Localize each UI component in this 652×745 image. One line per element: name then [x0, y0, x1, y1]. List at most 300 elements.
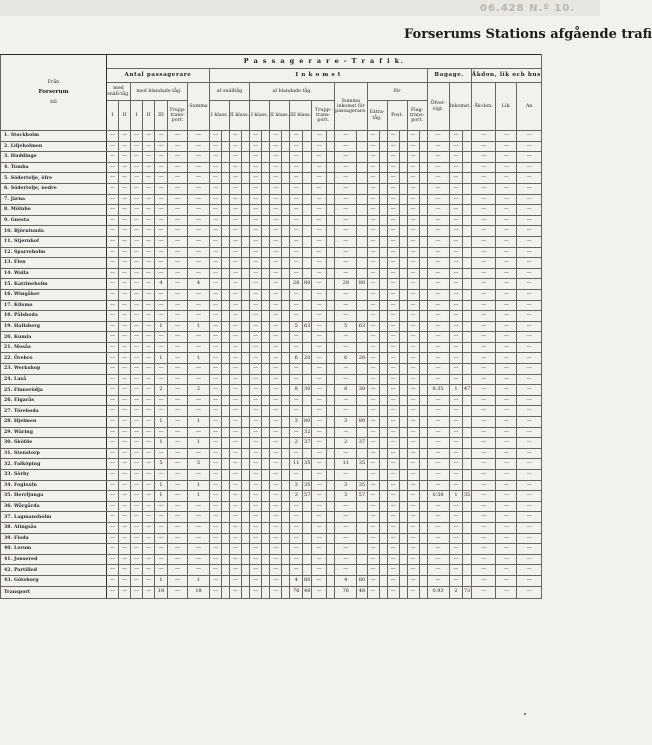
table-cell: — [107, 215, 119, 226]
table-cell: — [250, 226, 262, 237]
table-cell: — [270, 215, 282, 226]
table-cell: — [143, 480, 155, 491]
table-cell [399, 533, 407, 544]
bagage-kr: — [449, 448, 463, 459]
table-cell: — [517, 512, 542, 523]
table-cell [327, 152, 335, 163]
table-cell [399, 162, 407, 173]
table-cell: — [250, 448, 262, 459]
bagage-ore [463, 438, 471, 449]
bagage-centner: — [427, 417, 449, 428]
bagage-kr: — [449, 236, 463, 247]
income-sum-kr: 6 [335, 353, 357, 364]
income-third-kr: — [290, 364, 303, 375]
table-cell [242, 353, 250, 364]
col-inc-trupp: Trupp-trans-port. [312, 101, 335, 131]
table-cell: — [210, 141, 222, 152]
table-cell [242, 459, 250, 470]
table-cell: — [168, 554, 188, 565]
count-summa: — [188, 364, 210, 375]
count-third-class: — [155, 173, 168, 184]
table-cell: — [367, 544, 379, 555]
table-cell [327, 417, 335, 428]
table-cell: — [230, 533, 242, 544]
table-cell: — [517, 268, 542, 279]
income-third-ore: 57 [303, 491, 312, 502]
table-cell [282, 480, 290, 491]
table-cell [282, 544, 290, 555]
table-cell [262, 342, 270, 353]
table-cell: — [107, 544, 119, 555]
income-sum-kr: — [335, 554, 357, 565]
table-cell [419, 332, 427, 343]
table-cell: — [131, 205, 143, 216]
income-sum-ore [357, 131, 367, 142]
bagage-centner: — [427, 544, 449, 555]
table-cell [222, 289, 230, 300]
table-cell: — [210, 194, 222, 205]
table-cell: — [131, 215, 143, 226]
table-row [1, 544, 542, 555]
count-summa: 1 [188, 480, 210, 491]
table-cell: — [119, 194, 131, 205]
table-cell: — [107, 385, 119, 396]
count-third-class: — [155, 311, 168, 322]
table-cell: — [367, 406, 379, 417]
table-cell: — [168, 311, 188, 322]
table-cell: — [250, 131, 262, 142]
bagage-kr: — [449, 162, 463, 173]
table-cell: — [517, 480, 542, 491]
table-cell [327, 438, 335, 449]
table-cell: — [230, 374, 242, 385]
station-name: 38. Alingsås [1, 522, 107, 533]
table-cell: — [119, 544, 131, 555]
table-cell: — [107, 183, 119, 194]
table-cell [379, 247, 387, 258]
table-cell: — [496, 480, 517, 491]
table-cell: — [407, 512, 419, 523]
income-third-ore [303, 226, 312, 237]
table-cell: — [250, 470, 262, 481]
table-cell: — [143, 131, 155, 142]
table-cell: — [230, 544, 242, 555]
income-sum-kr: 5 [335, 321, 357, 332]
table-cell [399, 131, 407, 142]
bagage-kr: — [449, 226, 463, 237]
table-cell [282, 300, 290, 311]
table-cell: — [496, 353, 517, 364]
col-snall-i: I [107, 101, 119, 131]
count-third-class: — [155, 131, 168, 142]
table-cell: — [270, 586, 282, 598]
table-cell: — [131, 162, 143, 173]
income-third-ore [303, 533, 312, 544]
table-cell [282, 131, 290, 142]
station-name: Transport [1, 586, 107, 598]
table-cell: — [387, 395, 399, 406]
table-cell [242, 205, 250, 216]
table-cell: — [119, 364, 131, 375]
bagage-kr: — [449, 565, 463, 576]
table-cell: — [168, 300, 188, 311]
bagage-ore [463, 512, 471, 523]
table-cell: — [496, 300, 517, 311]
station-name: 4. Tumba [1, 162, 107, 173]
income-third-ore: 35 [303, 480, 312, 491]
bagage-kr: — [449, 480, 463, 491]
bagage-ore [463, 162, 471, 173]
table-cell: — [387, 194, 399, 205]
income-sum-kr: — [335, 289, 357, 300]
table-cell: — [312, 236, 327, 247]
table-cell: — [387, 205, 399, 216]
table-cell: — [210, 342, 222, 353]
table-cell: — [407, 353, 419, 364]
table-cell: — [312, 353, 327, 364]
table-cell: — [517, 533, 542, 544]
table-cell [282, 289, 290, 300]
table-cell: — [517, 459, 542, 470]
table-row [1, 554, 542, 565]
table-cell: — [143, 459, 155, 470]
table-cell [242, 141, 250, 152]
table-cell [379, 183, 387, 194]
bagage-ore [463, 173, 471, 184]
income-sum-kr: 3 [335, 417, 357, 428]
table-cell [399, 141, 407, 152]
table-cell: — [312, 448, 327, 459]
table-cell [262, 395, 270, 406]
table-cell [242, 417, 250, 428]
table-cell: — [471, 395, 496, 406]
table-cell [379, 385, 387, 396]
table-cell: — [143, 406, 155, 417]
from-label: Från [47, 80, 60, 86]
table-cell: — [230, 131, 242, 142]
count-summa: — [188, 342, 210, 353]
table-cell: — [407, 522, 419, 533]
table-cell: — [367, 258, 379, 269]
count-summa: 1 [188, 575, 210, 586]
income-third-ore [303, 268, 312, 279]
income-sum-kr: 4 [335, 575, 357, 586]
table-cell: — [270, 417, 282, 428]
bagage-kr: — [449, 364, 463, 375]
table-cell: — [517, 364, 542, 375]
count-summa: — [188, 215, 210, 226]
income-third-kr: — [290, 342, 303, 353]
table-cell: — [367, 236, 379, 247]
table-cell: — [168, 522, 188, 533]
table-cell: — [143, 289, 155, 300]
table-cell: — [131, 406, 143, 417]
table-row [1, 395, 542, 406]
table-cell: — [471, 173, 496, 184]
station-name: 37. Lagmansholm [1, 512, 107, 523]
bagage-header: Bagage. [427, 69, 471, 83]
table-cell: — [168, 332, 188, 343]
bagage-kr: — [449, 205, 463, 216]
income-third-ore [303, 205, 312, 216]
bagage-centner: — [427, 205, 449, 216]
income-sum-ore [357, 247, 367, 258]
income-third-kr: — [290, 215, 303, 226]
count-summa: 18 [188, 586, 210, 598]
bagage-kr: — [449, 395, 463, 406]
table-cell [262, 544, 270, 555]
count-summa: — [188, 533, 210, 544]
bagage-ore [463, 353, 471, 364]
table-cell: — [312, 512, 327, 523]
table-cell [399, 554, 407, 565]
table-cell: — [471, 512, 496, 523]
table-cell: — [270, 279, 282, 290]
table-cell: — [367, 501, 379, 512]
table-cell: — [250, 406, 262, 417]
income-sum-kr: — [335, 501, 357, 512]
table-cell [222, 417, 230, 428]
table-cell: — [367, 586, 379, 598]
table-cell: — [312, 258, 327, 269]
table-cell: — [407, 215, 419, 226]
table-cell: — [168, 406, 188, 417]
count-summa: — [188, 226, 210, 237]
income-sum-kr: — [335, 268, 357, 279]
forserum-label: Forserum [38, 89, 69, 96]
table-cell [222, 300, 230, 311]
table-cell: — [107, 268, 119, 279]
bagage-kr: — [449, 533, 463, 544]
lik-header: Lik. [496, 83, 517, 131]
table-cell [262, 173, 270, 184]
table-cell: — [119, 279, 131, 290]
table-cell [327, 480, 335, 491]
income-sum-kr: 28 [335, 279, 357, 290]
income-sum-ore [357, 268, 367, 279]
table-cell [282, 459, 290, 470]
table-cell: — [107, 205, 119, 216]
bagage-centner: — [427, 554, 449, 565]
table-cell [379, 321, 387, 332]
table-cell [379, 554, 387, 565]
table-row [1, 205, 542, 216]
table-cell [419, 427, 427, 438]
akdon-header: Åkdon, lik och hus [471, 69, 541, 83]
table-cell [282, 194, 290, 205]
bagage-ore [463, 289, 471, 300]
table-cell [282, 258, 290, 269]
table-cell: — [168, 364, 188, 375]
table-cell [222, 470, 230, 481]
table-cell [242, 226, 250, 237]
table-row [1, 279, 542, 290]
table-cell: — [131, 565, 143, 576]
bagage-kr: — [449, 501, 463, 512]
table-cell [222, 554, 230, 565]
count-summa: — [188, 247, 210, 258]
table-cell: — [312, 332, 327, 343]
table-cell: — [250, 268, 262, 279]
table-cell [399, 438, 407, 449]
bagage-kr: — [449, 131, 463, 142]
table-cell [222, 311, 230, 322]
table-cell [327, 491, 335, 502]
table-cell: — [143, 247, 155, 258]
table-cell: — [407, 300, 419, 311]
table-cell: — [387, 417, 399, 428]
table-cell: — [230, 342, 242, 353]
table-cell: — [143, 311, 155, 322]
bagage-kr: — [449, 427, 463, 438]
count-third-class: — [155, 289, 168, 300]
table-cell: — [270, 459, 282, 470]
count-third-class: — [155, 427, 168, 438]
count-summa: — [188, 544, 210, 555]
table-row [1, 417, 542, 428]
table-cell: — [210, 374, 222, 385]
table-cell [379, 470, 387, 481]
table-cell: — [517, 332, 542, 343]
table-cell: — [270, 565, 282, 576]
bagage-inkomst-header: Inkomst. [449, 83, 471, 131]
income-sum-ore: 80 [357, 575, 367, 586]
table-cell [262, 374, 270, 385]
table-cell [222, 427, 230, 438]
table-row [1, 480, 542, 491]
table-cell: — [107, 152, 119, 163]
table-cell: — [119, 332, 131, 343]
count-third-class: 5 [155, 459, 168, 470]
table-cell: — [168, 491, 188, 502]
table-cell: — [496, 173, 517, 184]
bagage-kr: — [449, 247, 463, 258]
table-cell: — [168, 395, 188, 406]
an-header: An [517, 83, 542, 131]
table-cell [222, 353, 230, 364]
table-cell: — [107, 258, 119, 269]
table-cell: — [119, 427, 131, 438]
table-cell [222, 491, 230, 502]
table-cell [262, 364, 270, 375]
income-third-ore: 48 [303, 586, 312, 598]
table-cell [419, 417, 427, 428]
table-cell: — [131, 575, 143, 586]
bagage-kr: — [449, 374, 463, 385]
count-third-class: 2 [155, 385, 168, 396]
income-third-ore [303, 162, 312, 173]
income-sum-kr: — [335, 141, 357, 152]
table-cell: — [131, 533, 143, 544]
table-cell: — [387, 141, 399, 152]
income-third-kr: — [290, 236, 303, 247]
table-cell: — [210, 491, 222, 502]
table-cell: — [270, 575, 282, 586]
bagage-kr: — [449, 406, 463, 417]
station-name: 26. Elgarås [1, 395, 107, 406]
table-cell [262, 533, 270, 544]
table-cell [222, 205, 230, 216]
income-third-ore [303, 395, 312, 406]
table-cell: — [230, 501, 242, 512]
table-cell: — [496, 183, 517, 194]
table-cell [242, 152, 250, 163]
income-sum-ore: 35 [357, 459, 367, 470]
table-cell: — [210, 162, 222, 173]
table-cell: — [168, 342, 188, 353]
table-cell [379, 131, 387, 142]
table-cell: — [496, 141, 517, 152]
income-third-ore [303, 300, 312, 311]
table-cell: — [168, 152, 188, 163]
table-cell: — [471, 131, 496, 142]
table-cell: — [387, 480, 399, 491]
table-cell [399, 406, 407, 417]
table-cell [242, 533, 250, 544]
bagage-centner: — [427, 300, 449, 311]
bagage-ore [463, 279, 471, 290]
bagage-kr: — [449, 512, 463, 523]
table-cell: — [143, 194, 155, 205]
table-cell: — [517, 141, 542, 152]
income-third-kr: — [290, 131, 303, 142]
bagage-ore [463, 226, 471, 237]
table-cell: — [250, 162, 262, 173]
table-cell: — [168, 247, 188, 258]
bagage-kr: — [449, 194, 463, 205]
bagage-ore [463, 459, 471, 470]
table-cell [282, 247, 290, 258]
table-cell: — [230, 258, 242, 269]
table-cell [327, 364, 335, 375]
table-cell: — [270, 247, 282, 258]
table-cell [327, 565, 335, 576]
table-cell: — [230, 364, 242, 375]
table-cell: — [270, 321, 282, 332]
table-cell: — [270, 289, 282, 300]
bagage-centner: — [427, 459, 449, 470]
table-cell: — [517, 353, 542, 364]
table-cell [222, 247, 230, 258]
table-cell: — [496, 470, 517, 481]
table-cell: — [131, 342, 143, 353]
table-cell [327, 575, 335, 586]
bagage-ore [463, 575, 471, 586]
count-summa: 5 [188, 459, 210, 470]
table-cell: — [210, 470, 222, 481]
table-cell: — [107, 427, 119, 438]
table-cell: — [210, 236, 222, 247]
income-sum-ore [357, 565, 367, 576]
table-cell [399, 364, 407, 375]
table-cell [222, 131, 230, 142]
bagage-kr: — [449, 300, 463, 311]
till-label: till [50, 99, 57, 105]
table-cell: — [517, 544, 542, 555]
table-cell: — [312, 438, 327, 449]
count-third-class: — [155, 236, 168, 247]
table-cell [327, 459, 335, 470]
bagage-ore [463, 427, 471, 438]
income-sum-ore: 80 [357, 417, 367, 428]
income-sum-kr: 3 [335, 491, 357, 502]
table-cell [282, 353, 290, 364]
table-cell: — [407, 258, 419, 269]
table-cell: — [143, 279, 155, 290]
table-cell: — [517, 395, 542, 406]
table-cell: — [496, 215, 517, 226]
table-cell: — [407, 236, 419, 247]
